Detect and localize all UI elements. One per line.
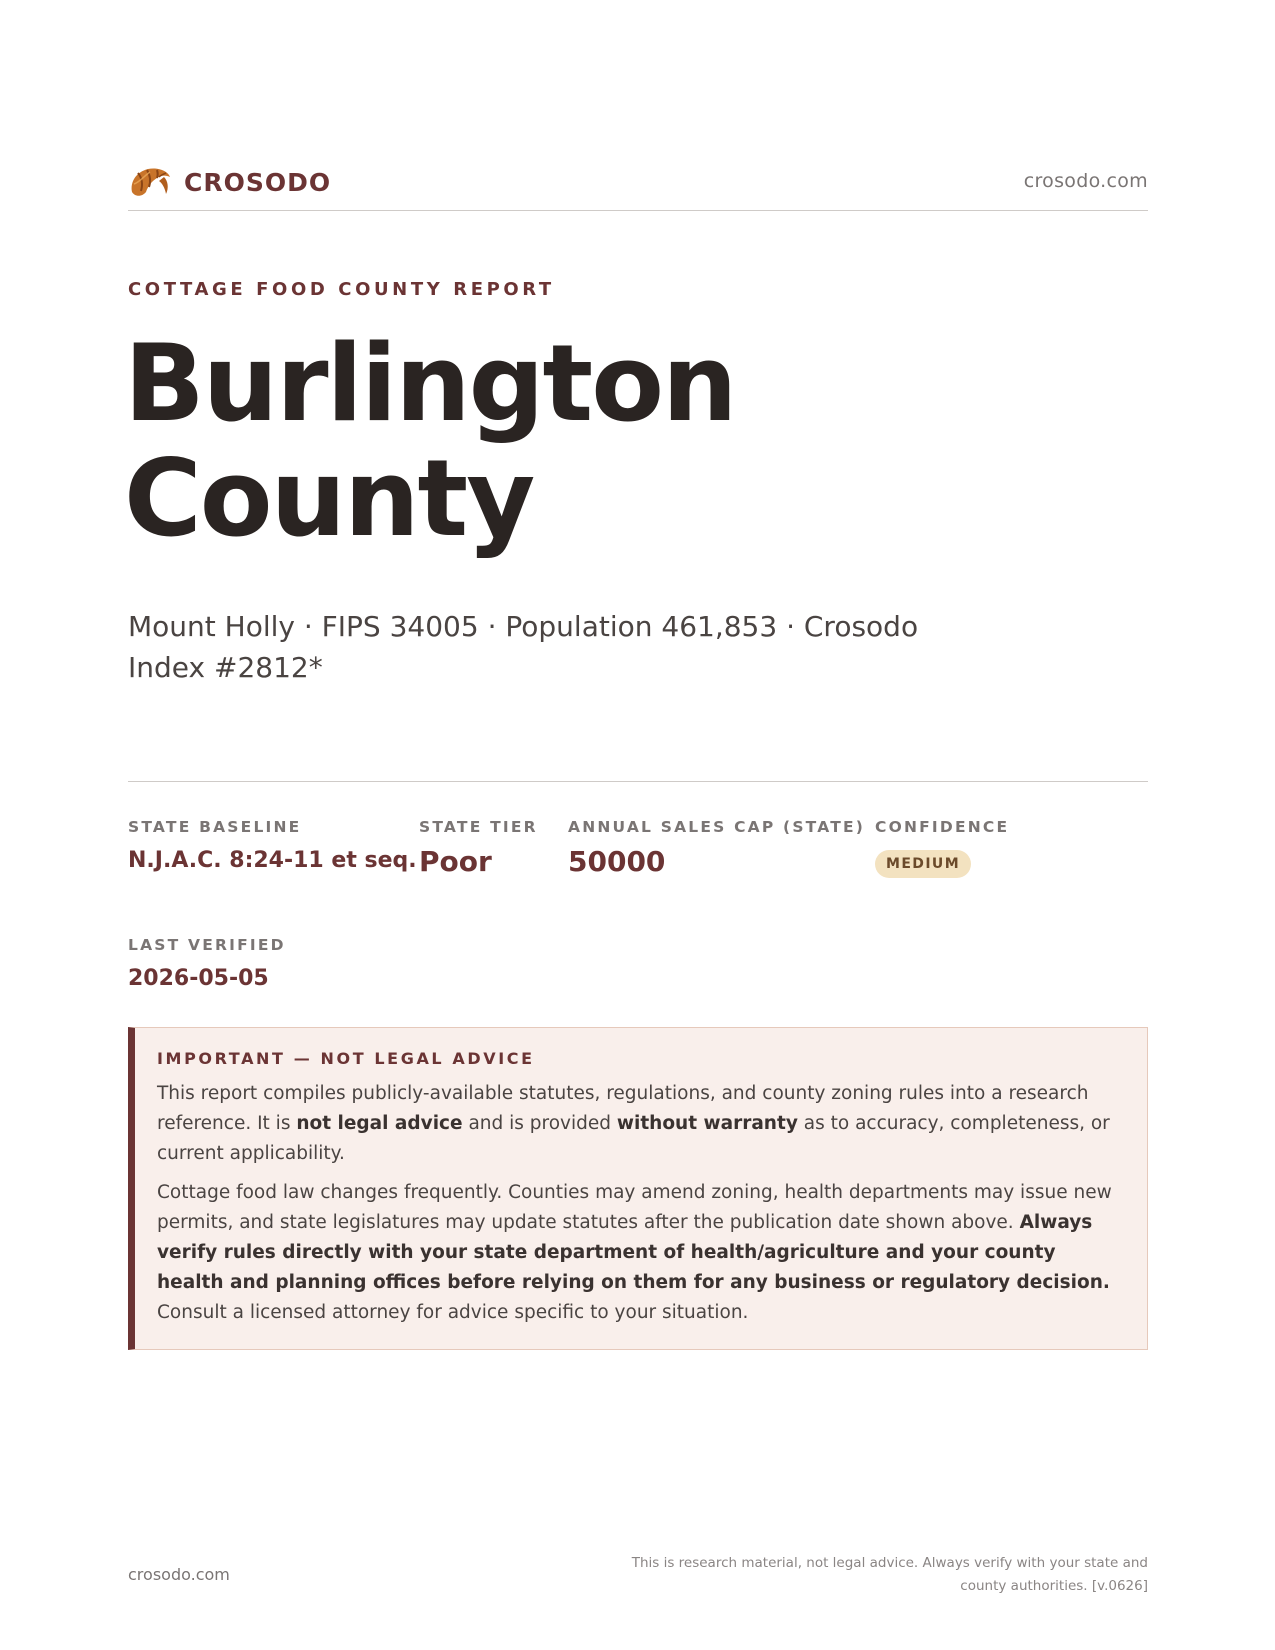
metric-state-tier (419, 818, 538, 878)
disclaimer-emphasis: without warranty (616, 1113, 798, 1134)
croissant-icon (128, 162, 172, 202)
metric-value: 50000 (568, 845, 666, 878)
metric-last-verified (128, 936, 286, 991)
metric-value: 2026-05-05 (128, 966, 269, 991)
disclaimer-paragraph (157, 1079, 1123, 1169)
footer-disclaimer: This is research material, not legal advice. Always verify with your state and county authorities. [v.0626] (631, 1555, 1148, 1594)
report-page (124, 0, 1148, 1650)
confidence-badge: MEDIUM (875, 850, 971, 878)
disclaimer-paragraph (157, 1178, 1123, 1328)
disclaimer-text: Cottage food law changes frequently. Counties may amend zoning, health departments may issue new permits, and state legislatures may update statutes after the publication date shown above. (157, 1182, 1112, 1233)
brand[interactable] (128, 162, 331, 202)
disclaimer-emphasis: not legal advice (296, 1113, 463, 1134)
metric-label: STATE TIER (419, 818, 538, 836)
metric-state-baseline (128, 818, 417, 873)
disclaimer-text: This report compiles publicly-available statutes, regulations, and county zoning rules into a research reference. It is (157, 1083, 1089, 1134)
metric-label: LAST VERIFIED (128, 936, 286, 954)
metric-label: ANNUAL SALES CAP (STATE) (568, 818, 866, 836)
disclaimer-title: IMPORTANT — NOT LEGAL ADVICE (157, 1049, 535, 1068)
metric-annual-sales-cap (568, 818, 865, 878)
disclaimer-text: Consult a licensed attorney for advice specific to your situation. (157, 1302, 749, 1323)
disclaimer-text: as to accuracy, completeness, or current applicability. (157, 1113, 1110, 1164)
divider (128, 781, 1148, 782)
page-title: Burlington County (124, 322, 736, 560)
disclaimer-text: and is provided (462, 1113, 617, 1134)
brand-name: CROSODO (184, 167, 332, 197)
footer-site-link[interactable]: crosodo.com (128, 1565, 230, 1584)
metric-label: CONFIDENCE (875, 818, 1010, 836)
page-header (128, 158, 1148, 211)
legal-disclaimer-callout (128, 1027, 1148, 1350)
report-eyebrow: COTTAGE FOOD COUNTY REPORT (128, 279, 555, 300)
metric-confidence (875, 818, 1009, 878)
metric-value: N.J.A.C. 8:24-11 et seq. (128, 848, 417, 873)
metric-label: STATE BASELINE (128, 818, 302, 836)
metric-value: Poor (419, 845, 492, 878)
site-url-link[interactable]: crosodo.com (1023, 170, 1148, 192)
report-subtitle: Mount Holly · FIPS 34005 · Population 461,853 · Crosodo Index #2812* (128, 610, 919, 684)
disclaimer-emphasis: Always verify rules directly with your state department of health/agriculture and your county health and planning offices before relying on them for any business or regulatory decision. (157, 1212, 1110, 1293)
